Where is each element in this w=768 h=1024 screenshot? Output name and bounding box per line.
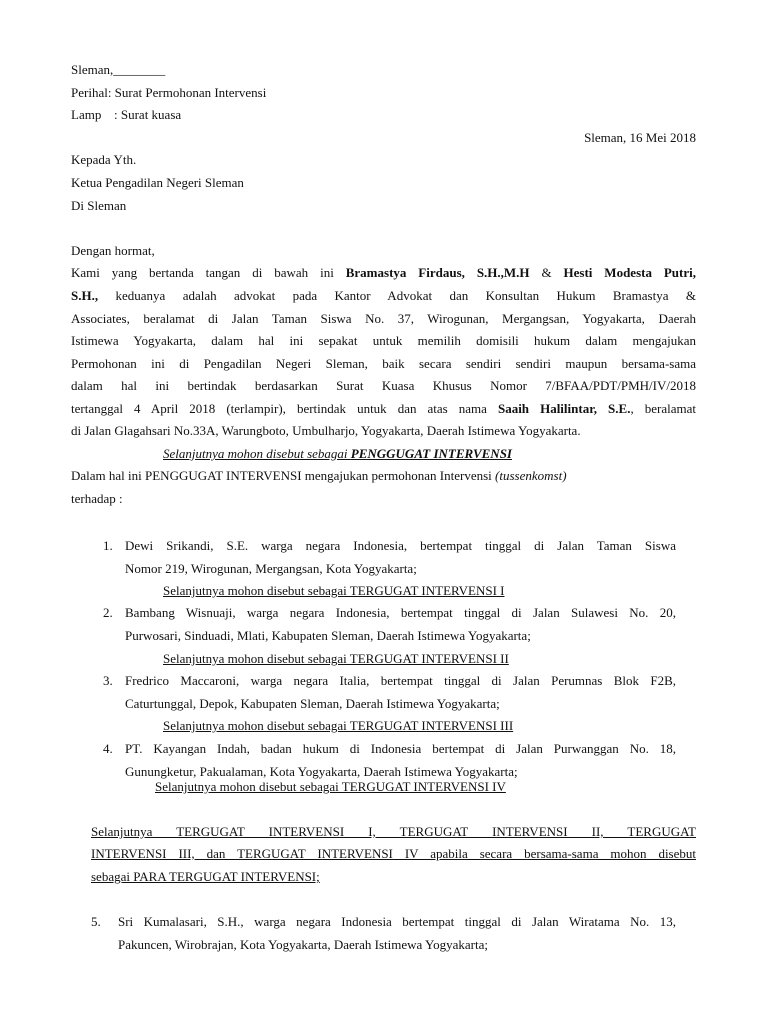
greeting: Dengan hormat, [71, 243, 155, 258]
request-term: (tussenkomst) [495, 468, 567, 483]
list-number: 2. [103, 605, 113, 620]
para-line-1 [71, 265, 696, 281]
para-line-5: Permohonan ini di Pengadilan Negeri Sleman, baik secara sendiri sendiri maupun bersama-sama [71, 356, 696, 371]
text-span: & [529, 265, 564, 280]
para-line-8: di Jalan Glagahsari No.33A, Warungboto, Umbulharjo, Yogyakarta, Daerah Istimewa Yogyakarta. [71, 423, 581, 438]
party-line: Nomor 219, Wirogunan, Mergangsan, Kota Yogyakarta; [125, 561, 417, 576]
place-line: Sleman,________ [71, 62, 166, 77]
collective-line-2: INTERVENSI III, dan TERGUGAT INTERVENSI IV apabila secara bersama-sama mohon disebut [91, 846, 696, 861]
para-line-2 [71, 288, 696, 304]
collective-line-3: sebagai PARA TERGUGAT INTERVENSI; [91, 869, 320, 884]
letter-date: Sleman, 16 Mei 2018 [584, 130, 696, 145]
party-alias: Selanjutnya mohon disebut sebagai TERGUGAT INTERVENSI II [163, 651, 509, 666]
advocate-degree: S.H., [71, 288, 99, 303]
list-number: 5. [91, 914, 101, 929]
party-line: Purwosari, Sinduadi, Mlati, Kabupaten Sleman, Daerah Istimewa Yogyakarta; [125, 628, 531, 643]
list-number: 3. [103, 673, 113, 688]
plaintiff-alias [163, 446, 512, 462]
client-name: Saaih Halilintar, S.E. [497, 401, 631, 416]
text-span: Selanjutnya mohon disebut sebagai [163, 446, 351, 461]
party-line: Caturtunggal, Depok, Kabupaten Sleman, Daerah Istimewa Yogyakarta; [125, 696, 500, 711]
attachment-label: Lamp [71, 107, 102, 122]
para-line-3: Associates, beralamat di Jalan Taman Siswa No. 37, Wirogunan, Mergangsan, Yogyakarta, Daerah [71, 311, 696, 326]
party-line: Fredrico Maccaroni, warga negara Italia, bertempat tinggal di Jalan Perumnas Blok F2B, [125, 673, 676, 688]
recipient-location: Di Sleman [71, 198, 127, 213]
text-span: Dalam hal ini PENGGUGAT INTERVENSI mengajukan permohonan Intervensi [71, 468, 496, 483]
request-line-1 [71, 468, 567, 484]
party-line: Pakuncen, Wirobrajan, Kota Yogyakarta, Daerah Istimewa Yogyakarta; [118, 937, 488, 952]
text-span: tertanggal 4 April 2018 (terlampir), bertindak untuk dan atas nama [71, 401, 498, 416]
party-line: Dewi Srikandi, S.E. warga negara Indonesia, bertempat tinggal di Jalan Taman Siswa [125, 538, 676, 553]
list-number: 4. [103, 741, 113, 756]
list-number: 1. [103, 538, 113, 553]
text-span: keduanya adalah advokat pada Kantor Advokat dan Konsultan Hukum Bramastya & [98, 288, 696, 303]
party-alias: Selanjutnya mohon disebut sebagai TERGUGAT INTERVENSI I [163, 583, 505, 598]
recipient-salutation: Kepada Yth. [71, 152, 137, 167]
party-line: PT. Kayangan Indah, badan hukum di Indonesia bertempat di Jalan Purwanggan No. 18, [125, 741, 676, 756]
plaintiff-term: PENGGUGAT INTERVENSI [350, 446, 512, 461]
recipient-title: Ketua Pengadilan Negeri Sleman [71, 175, 244, 190]
party-alias: Selanjutnya mohon disebut sebagai TERGUGAT INTERVENSI III [163, 718, 514, 733]
party-line: Sri Kumalasari, S.H., warga negara Indonesia bertempat tinggal di Jalan Wiratama No. 13, [118, 914, 676, 929]
collective-line-1: Selanjutnya TERGUGAT INTERVENSI I, TERGUGAT INTERVENSI II, TERGUGAT [91, 824, 696, 839]
party-line: Bambang Wisnuaji, warga negara Indonesia, bertempat tinggal di Jalan Sulawesi No. 20, [125, 605, 676, 620]
attachment-value: : Surat kuasa [114, 107, 182, 122]
request-line-2: terhadap : [71, 491, 123, 506]
text-span: Kami yang bertanda tangan di bawah ini [71, 265, 346, 280]
para-line-6: dalam hal ini bertindak berdasarkan Surat Kuasa Khusus Nomor 7/BFAA/PDT/PMH/IV/2018 [71, 378, 696, 393]
para-line-4: Istimewa Yogyakarta, dalam hal ini sepakat untuk memilih domisili hukum dalam mengajukan [71, 333, 696, 348]
party-alias: Selanjutnya mohon disebut sebagai TERGUGAT INTERVENSI IV [155, 779, 506, 794]
text-span: , beralamat [630, 401, 697, 416]
party-line: Gunungketur, Pakualaman, Kota Yogyakarta, Daerah Istimewa Yogyakarta; [125, 764, 518, 779]
advocate-name-2: Hesti Modesta Putri, [563, 265, 697, 280]
subject-line: Perihal: Surat Permohonan Intervensi [71, 85, 267, 100]
advocate-name-1: Bramastya Firdaus, S.H.,M.H [345, 265, 530, 280]
para-line-7 [71, 401, 696, 417]
